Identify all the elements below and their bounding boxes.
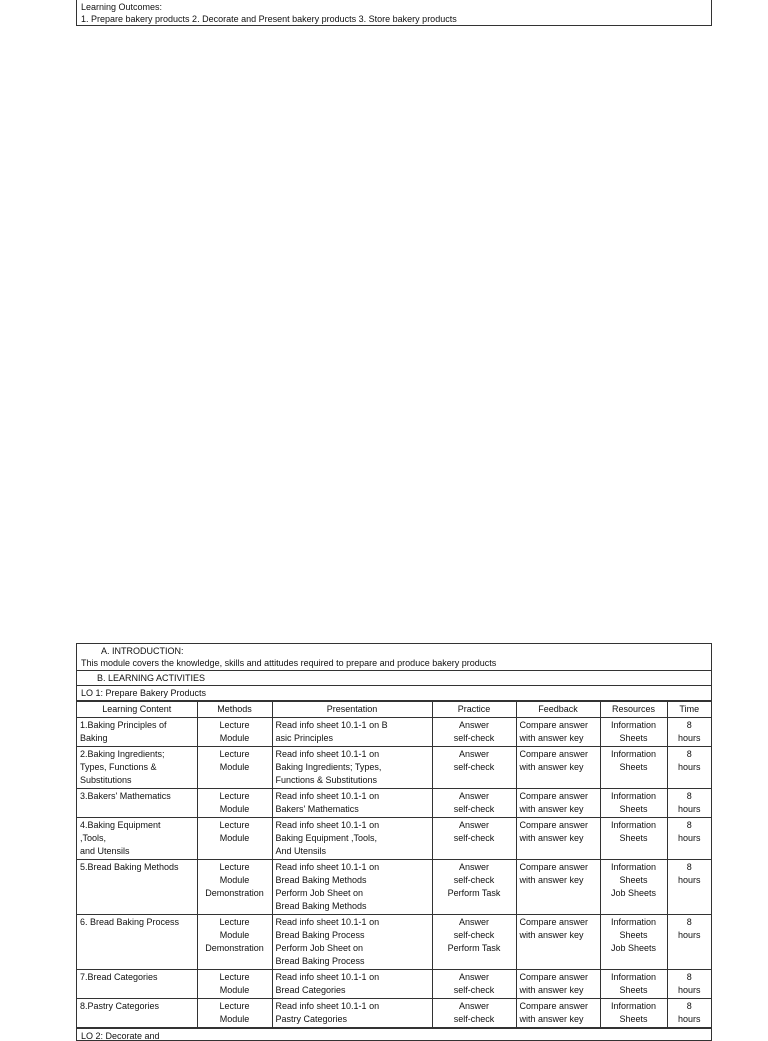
column-header: Presentation	[272, 702, 432, 718]
table-row	[77, 970, 711, 999]
table-cell: 1.Baking Principles of Baking	[77, 718, 197, 747]
table-cell: Read info sheet 10.1-1 on Baking Equipment ,Tools, And Utensils	[272, 818, 432, 860]
table-cell: Compare answer with answer key	[516, 789, 600, 818]
table-cell: Read info sheet 10.1-1 on Pastry Categories	[272, 999, 432, 1028]
table-row	[77, 915, 711, 970]
table-cell: 4.Baking Equipment ,Tools, and Utensils	[77, 818, 197, 860]
table-cell: 8 hours	[667, 970, 711, 999]
table-cell: 3.Bakers' Mathematics	[77, 789, 197, 818]
table-cell: Compare answer with answer key	[516, 747, 600, 789]
module-document	[76, 643, 712, 1041]
table-cell: Compare answer with answer key	[516, 915, 600, 970]
table-cell: Read info sheet 10.1-1 on B asic Principles	[272, 718, 432, 747]
table-cell: Read info sheet 10.1-1 on Bread Baking Methods Perform Job Sheet on Bread Baking Methods	[272, 860, 432, 915]
lo2-title: LO 2: Decorate and	[77, 1028, 711, 1040]
learning-activities-heading: B. LEARNING ACTIVITIES	[77, 671, 711, 686]
table-cell: Information Sheets	[600, 747, 667, 789]
table-cell: Information Sheets	[600, 789, 667, 818]
table-cell: 5.Bread Baking Methods	[77, 860, 197, 915]
table-cell: Answer self-check	[432, 999, 516, 1028]
learning-activities-table	[77, 701, 711, 1028]
table-body	[77, 718, 711, 1028]
table-cell: Read info sheet 10.1-1 on Baking Ingredients; Types, Functions & Substitutions	[272, 747, 432, 789]
learning-outcomes-text: 1. Prepare bakery products 2. Decorate and Present bakery products 3. Store bakery products	[81, 14, 457, 24]
table-cell: 2.Baking Ingredients; Types, Functions & Substitutions	[77, 747, 197, 789]
table-cell: Answer self-check Perform Task	[432, 860, 516, 915]
table-cell: Answer self-check	[432, 970, 516, 999]
column-header: Resources	[600, 702, 667, 718]
learning-outcomes-title: Learning Outcomes:	[81, 2, 163, 12]
table-row	[77, 860, 711, 915]
table-cell: Information Sheets Job Sheets	[600, 915, 667, 970]
lo1-title: LO 1: Prepare Bakery Products	[77, 686, 711, 701]
table-cell: Information Sheets	[600, 818, 667, 860]
table-cell: Compare answer with answer key	[516, 860, 600, 915]
learning-outcomes-box	[76, 0, 712, 26]
table-cell: Information Sheets	[600, 999, 667, 1028]
table-row	[77, 718, 711, 747]
table-cell: Answer self-check Perform Task	[432, 915, 516, 970]
table-cell: Lecture Module	[197, 999, 272, 1028]
table-cell: 8 hours	[667, 718, 711, 747]
table-cell: Lecture Module	[197, 818, 272, 860]
table-cell: Read info sheet 10.1-1 on Bakers' Mathematics	[272, 789, 432, 818]
table-header-row	[77, 702, 711, 718]
table-row	[77, 818, 711, 860]
table-cell: 8 hours	[667, 747, 711, 789]
introduction-text: This module covers the knowledge, skills and attitudes required to prepare and produce bakery products	[81, 658, 497, 668]
table-cell: Lecture Module Demonstration	[197, 915, 272, 970]
table-cell: Information Sheets Job Sheets	[600, 860, 667, 915]
table-cell: Information Sheets	[600, 970, 667, 999]
table-cell: 8 hours	[667, 999, 711, 1028]
table-cell: Lecture Module	[197, 718, 272, 747]
column-header: Practice	[432, 702, 516, 718]
table-cell: Lecture Module Demonstration	[197, 860, 272, 915]
table-cell: 7.Bread Categories	[77, 970, 197, 999]
table-cell: 6. Bread Baking Process	[77, 915, 197, 970]
table-row	[77, 747, 711, 789]
table-cell: Compare answer with answer key	[516, 818, 600, 860]
table-cell: Answer self-check	[432, 747, 516, 789]
introduction-block	[77, 644, 711, 671]
introduction-heading: A. INTRODUCTION:	[101, 646, 184, 656]
table-cell: Read info sheet 10.1-1 on Bread Categories	[272, 970, 432, 999]
table-cell: 8 hours	[667, 860, 711, 915]
table-cell: Answer self-check	[432, 789, 516, 818]
table-cell: Lecture Module	[197, 970, 272, 999]
table-row	[77, 789, 711, 818]
table-cell: Answer self-check	[432, 718, 516, 747]
table-cell: Read info sheet 10.1-1 on Bread Baking Process Perform Job Sheet on Bread Baking Process	[272, 915, 432, 970]
table-cell: Lecture Module	[197, 789, 272, 818]
table-cell: 8.Pastry Categories	[77, 999, 197, 1028]
table-cell: 8 hours	[667, 789, 711, 818]
table-cell: 8 hours	[667, 915, 711, 970]
column-header: Feedback	[516, 702, 600, 718]
table-cell: Information Sheets	[600, 718, 667, 747]
table-cell: Compare answer with answer key	[516, 999, 600, 1028]
table-cell: 8 hours	[667, 818, 711, 860]
column-header: Learning Content	[77, 702, 197, 718]
column-header: Time	[667, 702, 711, 718]
table-cell: Compare answer with answer key	[516, 970, 600, 999]
table-cell: Lecture Module	[197, 747, 272, 789]
table-cell: Compare answer with answer key	[516, 718, 600, 747]
table-cell: Answer self-check	[432, 818, 516, 860]
column-header: Methods	[197, 702, 272, 718]
table-row	[77, 999, 711, 1028]
